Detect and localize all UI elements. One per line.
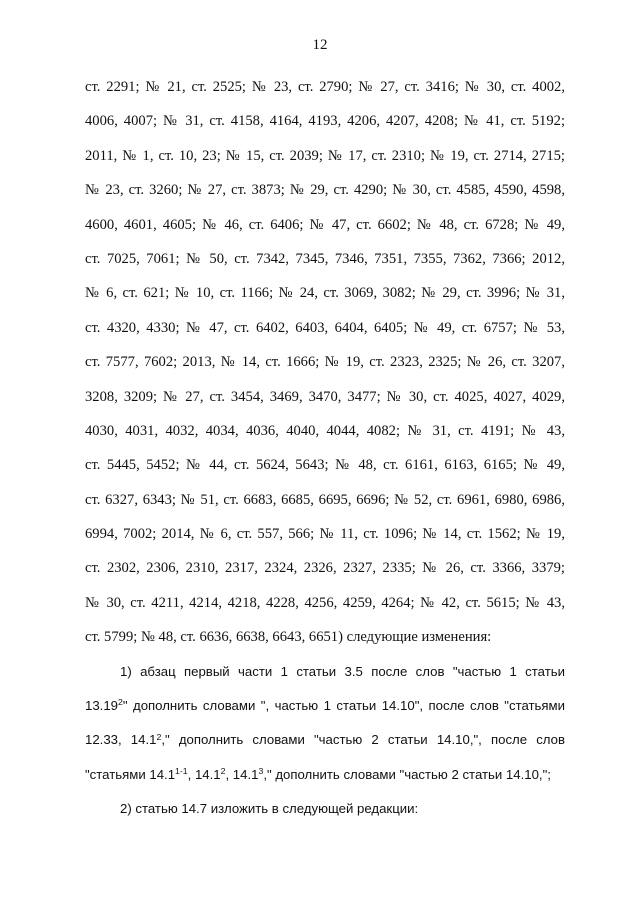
reference-line: 6994, 7002; 2014, № 6, ст. 557, 566; № 11, ст. 1096; № 14, ст. 1562; № 19,: [85, 526, 565, 543]
text-segment: " дополнить словами ", частью 1 статьи 14.10", после слов "статьями: [122, 698, 565, 714]
reference-line: 4030, 4031, 4032, 4034, 4036, 4040, 4044, 4082; № 31, ст. 4191; № 43,: [85, 422, 565, 439]
superscript: 1-1: [175, 766, 188, 777]
text-segment: "статьями 14.1: [85, 766, 176, 782]
text-segment: 12.33, 14.1: [85, 732, 157, 748]
superscript: 2: [220, 766, 226, 777]
body-text: [85, 70, 565, 827]
page-number: 12: [312, 37, 328, 53]
reference-line: ст. 7577, 7602; 2013, № 14, ст. 1666; № 19, ст. 2323, 2325; № 26, ст. 3207,: [85, 354, 565, 371]
reference-line: 2011, № 1, ст. 10, 23; № 15, ст. 2039; № 17, ст. 2310; № 19, ст. 2714, 2715;: [85, 147, 565, 164]
reference-line: ст. 2302, 2306, 2310, 2317, 2324, 2326, 2327, 2335; № 26, ст. 3366, 3379;: [85, 560, 565, 577]
reference-line: 4600, 4601, 4605; № 46, ст. 6406; № 47, ст. 6602; № 48, ст. 6728; № 49,: [85, 216, 565, 233]
item-1-line-1: 1) абзац первый части 1 статьи 3.5 после слов "частью 1 статьи: [120, 663, 565, 679]
item-1-line-3: [85, 723, 565, 757]
reference-line: ст. 6327, 6343; № 51, ст. 6683, 6685, 6695, 6696; № 52, ст. 6961, 6980, 6986,: [85, 491, 565, 508]
text-segment: ," дополнить словами "частью 2 статьи 14.10,", после слов: [161, 732, 565, 748]
text-segment: , 14.1: [187, 766, 221, 782]
item-2-line: 2) статью 14.7 изложить в следующей редакции:: [120, 801, 419, 817]
item-1-line-4: [85, 758, 565, 792]
reference-line: ст. 7025, 7061; № 50, ст. 7342, 7345, 7346, 7351, 7355, 7362, 7366; 2012,: [85, 250, 565, 267]
superscript: 2: [156, 731, 162, 742]
reference-line: № 30, ст. 4211, 4214, 4218, 4228, 4256, 4259, 4264; № 42, ст. 5615; № 43,: [85, 594, 565, 611]
item-1-line-2: [85, 689, 565, 723]
reference-line: ст. 5445, 5452; № 44, ст. 5624, 5643; № 48, ст. 6161, 6163, 6165; № 49,: [85, 457, 565, 474]
text-segment: ," дополнить словами "частью 2 статьи 14.10,";: [263, 766, 551, 782]
reference-line-last: ст. 5799; № 48, ст. 6636, 6638, 6643, 6651) следующие изменения:: [85, 629, 492, 646]
reference-line: 4006, 4007; № 31, ст. 4158, 4164, 4193, 4206, 4207, 4208; № 41, ст. 5192;: [85, 113, 565, 130]
text-segment: 13.19: [85, 698, 119, 714]
text-segment: , 14.1: [225, 766, 259, 782]
reference-line: ст. 4320, 4330; № 47, ст. 6402, 6403, 6404, 6405; № 49, ст. 6757; № 53,: [85, 319, 565, 336]
reference-line: 3208, 3209; № 27, ст. 3454, 3469, 3470, 3477; № 30, ст. 4025, 4027, 4029,: [85, 388, 565, 405]
superscript: 3: [258, 766, 264, 777]
reference-line: № 6, ст. 621; № 10, ст. 1166; № 24, ст. 3069, 3082; № 29, ст. 3996; № 31,: [85, 285, 565, 302]
reference-line: ст. 2291; № 21, ст. 2525; № 23, ст. 2790; № 27, ст. 3416; № 30, ст. 4002,: [85, 79, 565, 95]
reference-line: № 23, ст. 3260; № 27, ст. 3873; № 29, ст. 4290; № 30, ст. 4585, 4590, 4598,: [85, 182, 565, 199]
superscript: 2: [118, 697, 123, 708]
